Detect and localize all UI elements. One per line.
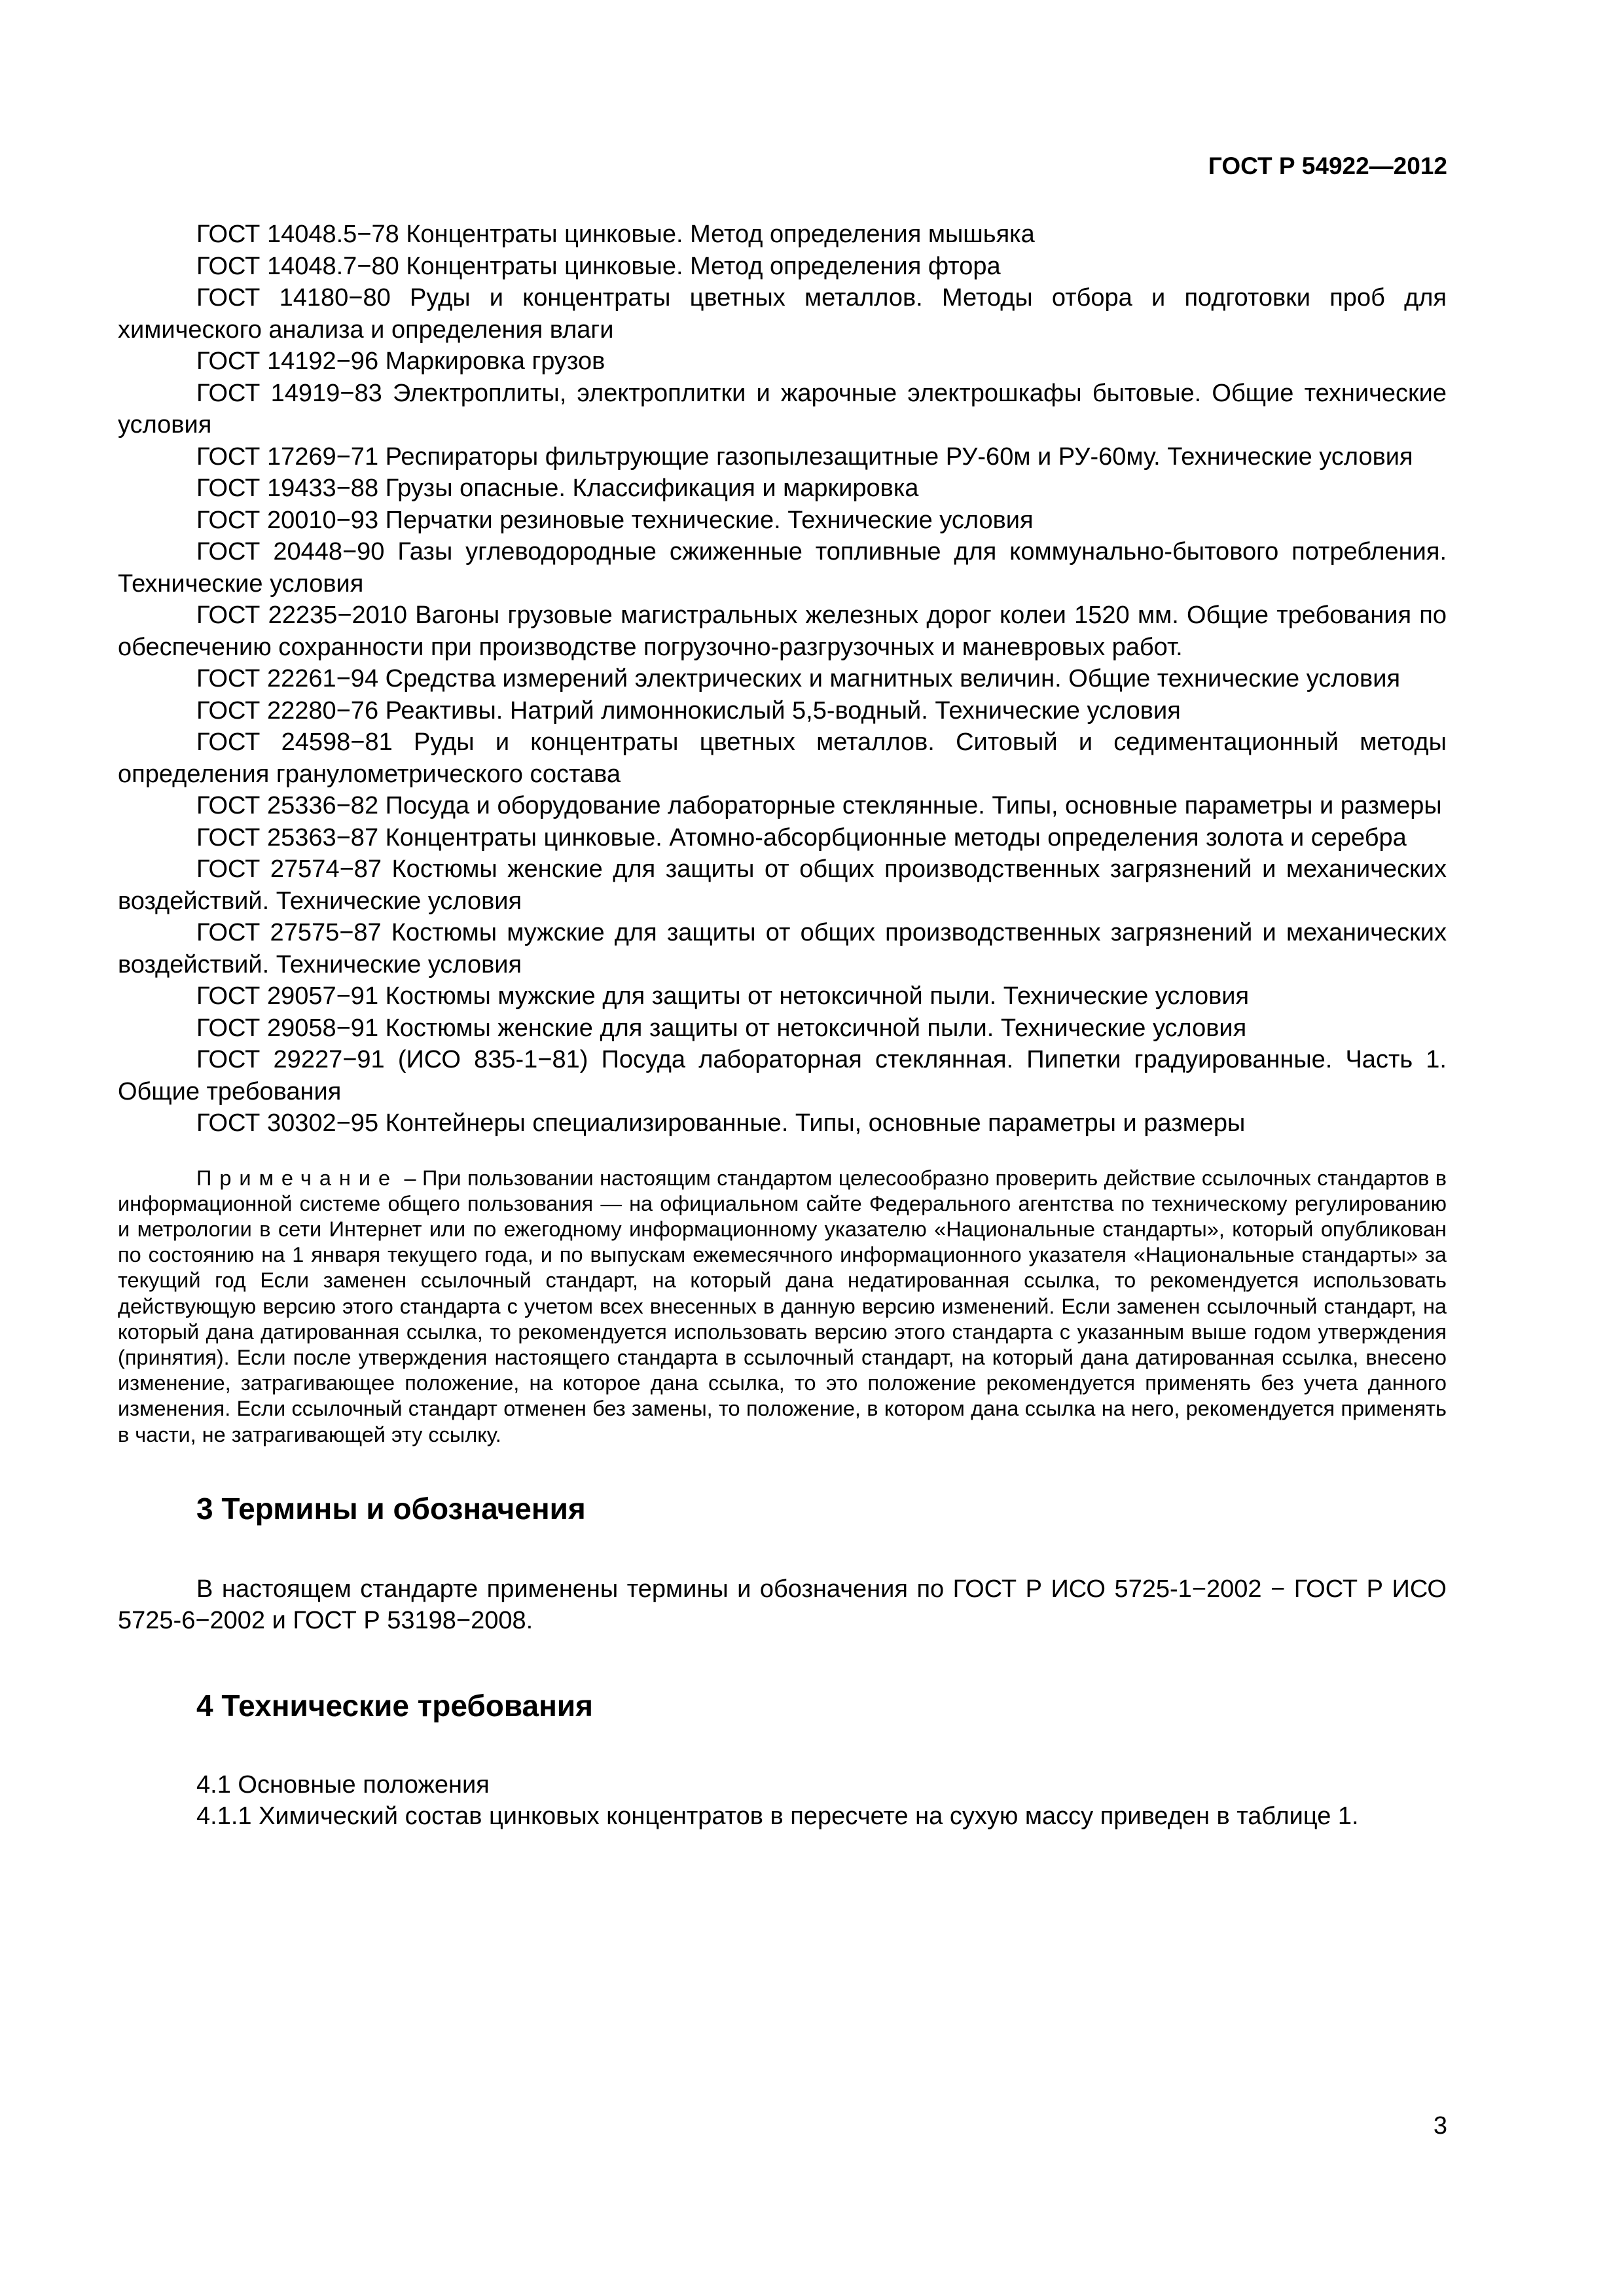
reference-item: ГОСТ 25336−82 Посуда и оборудование лабораторные стеклянные. Типы, основные параметры и размеры <box>196 792 1442 819</box>
note-text: – При пользовании настоящим стандартом целесообразно проверить действие ссылочных стандартов в информационной системе общего пользования — на официальном сайте Федерального агентства по техническому регулированию и метрологии в сети Интернет или по ежегодному информационному указателю «Национальные стандарты», который опубликован по состоянию на 1 января текущего года, и по выпускам ежемесячного информационного указателя «Национальные стандарты» за текущий год Если заменен ссылочный стандарт, на который дана недатированная ссылка, то рекомендуется использовать действующую версию этого стандарта с учетом всех внесенных в данную версию изменений. Если заменен ссылочный стандарт, на который дана датированная ссылка, то рекомендуется использовать версию этого стандарта с указанным выше годом утверждения (принятия). Если после утверждения настоящего стандарта в ссылочный стандарт, на который дана датированная ссылка, внесено изменение, затрагивающее положение, на которое дана ссылка, то это положение рекомендуется применять без учета данного изменения. Если ссылочный стандарт отменен без замены, то положение, в котором дана ссылка на него, рекомендуется применять в части, не затрагивающей эту ссылку. <box>118 1166 1447 1446</box>
document-header-standard-number: ГОСТ Р 54922—2012 <box>1208 152 1447 179</box>
normative-references-list <box>118 219 1447 1139</box>
note-label: Примечание <box>196 1166 399 1190</box>
reference-item: ГОСТ 22280−76 Реактивы. Натрий лимоннокислый 5,5-водный. Технические условия <box>196 696 1181 725</box>
reference-item: ГОСТ 14048.7−80 Концентраты цинковые. Метод определения фтора <box>196 252 1001 280</box>
reference-item: ГОСТ 14048.5−78 Концентраты цинковые. Метод определения мышьяка <box>196 221 1035 248</box>
reference-item: ГОСТ 19433−88 Грузы опасные. Классификация и маркировка <box>196 475 919 502</box>
clause-4-1: 4.1 Основные положения <box>196 1770 490 1799</box>
reference-item: ГОСТ 14180−80 Руды и концентраты цветных металлов. Методы отбора и подготовки проб для химического анализа и определения влаги <box>118 284 1447 344</box>
reference-item: ГОСТ 24598−81 Руды и концентраты цветных металлов. Ситовый и седиментационный методы определения гранулометрического состава <box>118 728 1447 788</box>
page-number: 3 <box>1433 2112 1447 2140</box>
reference-item: ГОСТ 14192−96 Маркировка грузов <box>196 348 605 375</box>
reference-item: ГОСТ 29058−91 Костюмы женские для защиты от нетоксичной пыли. Технические условия <box>196 1014 1247 1042</box>
page-content <box>118 219 1447 1833</box>
reference-item: ГОСТ 17269−71 Респираторы фильтрующие газопылезащитные РУ-60м и РУ-60му. Технические условия <box>196 442 1413 471</box>
reference-item: ГОСТ 20448−90 Газы углеводородные сжиженные топливные для коммунально-бытового потребления. Технические условия <box>118 538 1447 598</box>
reference-item: ГОСТ 27574−87 Костюмы женские для защиты от общих производственных загрязнений и механических воздействий. Технические условия <box>118 855 1447 915</box>
reference-item: ГОСТ 29227−91 (ИСО 835-1−81) Посуда лабораторная стеклянная. Пипетки градуированные. Часть 1. Общие требования <box>118 1046 1447 1105</box>
section-3-text: В настоящем стандарте применены термины и обозначения по ГОСТ Р ИСО 5725-1−2002 − ГОСТ Р ИСО 5725-6−2002 и ГОСТ Р 53198−2008. <box>118 1575 1447 1635</box>
reference-item: ГОСТ 22261−94 Средства измерений электрических и магнитных величин. Общие технические условия <box>196 665 1401 692</box>
reference-item: ГОСТ 27575−87 Костюмы мужские для защиты от общих производственных загрязнений и механических воздействий. Технические условия <box>118 919 1447 978</box>
reference-item: ГОСТ 20010−93 Перчатки резиновые технические. Технические условия <box>196 506 1034 534</box>
reference-item: ГОСТ 25363−87 Концентраты цинковые. Атомно-абсорбционные методы определения золота и серебра <box>196 823 1407 852</box>
clause-4-1-1: 4.1.1 Химический состав цинковых концентратов в пересчете на сухую массу приведен в таблице 1. <box>196 1803 1359 1831</box>
note-paragraph <box>118 1166 1447 1448</box>
reference-item: ГОСТ 22235−2010 Вагоны грузовые магистральных железных дорог колеи 1520 мм. Общие требования по обеспечению сохранности при производстве погрузочно-разгрузочных и маневровых работ. <box>118 601 1447 661</box>
reference-item: ГОСТ 14919−83 Электроплиты, электроплитки и жарочные электрошкафы бытовые. Общие технические условия <box>118 379 1447 439</box>
reference-item: ГОСТ 29057−91 Костюмы мужские для защиты от нетоксичной пыли. Технические условия <box>196 982 1250 1010</box>
section-3-title: 3 Термины и обозначения <box>196 1491 586 1526</box>
section-4-title: 4 Технические требования <box>196 1688 593 1723</box>
reference-item: ГОСТ 30302−95 Контейнеры специализированные. Типы, основные параметры и размеры <box>196 1109 1246 1137</box>
